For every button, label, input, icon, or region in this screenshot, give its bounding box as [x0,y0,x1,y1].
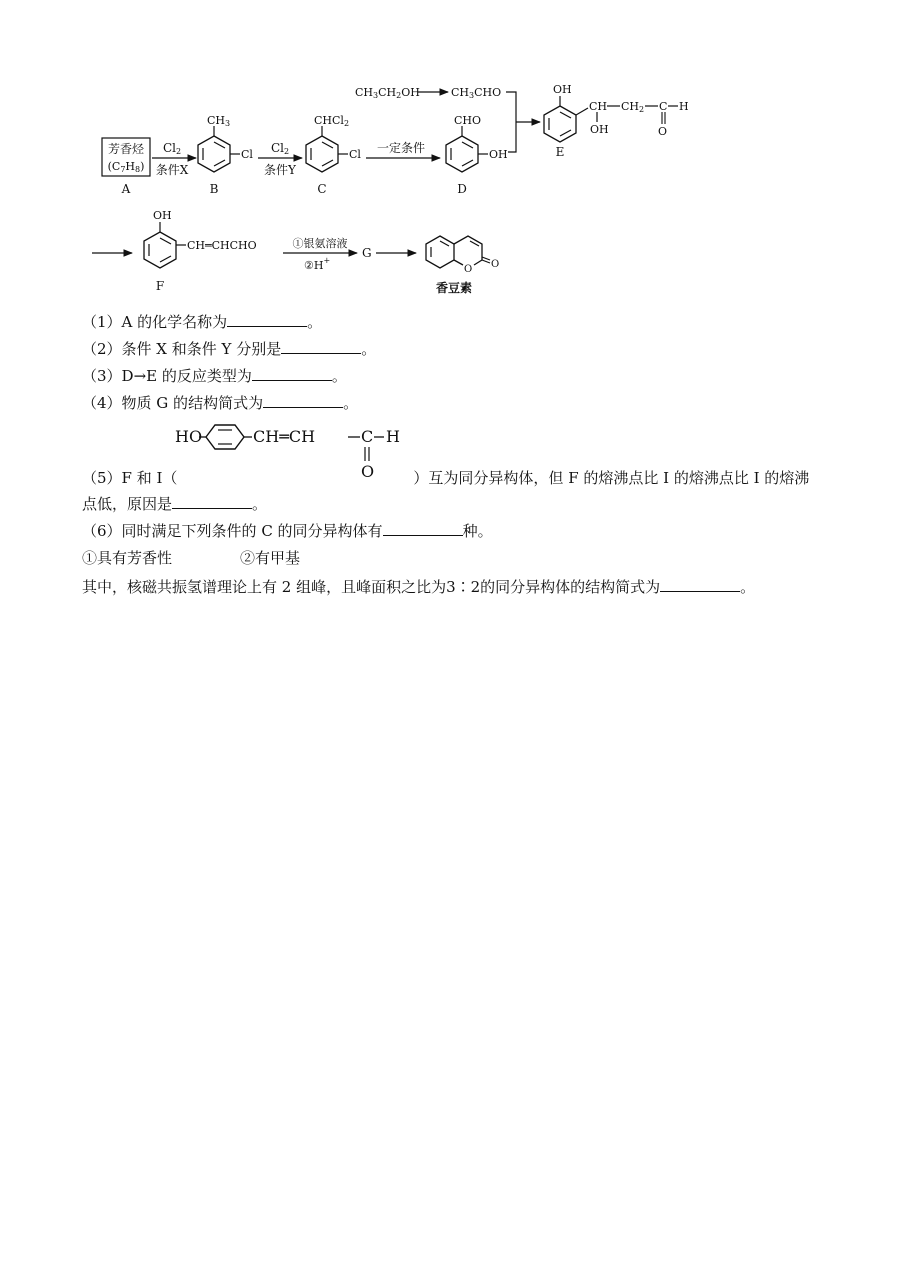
svg-text:条件X: 条件X [155,163,189,177]
svg-text:H: H [679,100,689,113]
compound-a [102,138,150,196]
svg-text:Cl: Cl [241,148,253,161]
question-6-conditions [82,548,300,568]
question-3: （3）D→E 的反应类型为 。 [82,367,347,385]
svg-text:条件Y: 条件Y [264,163,296,177]
compound-c [306,114,361,196]
compound-e [544,83,689,159]
svg-text:F: F [155,279,165,293]
svg-text:O: O [658,125,668,138]
arrow-1 [152,141,196,177]
svg-text:H: H [386,427,400,446]
svg-text:CH2: CH2 [621,100,645,114]
answer-blank[interactable] [227,312,307,327]
answer-blank[interactable] [383,521,463,536]
question-6-last: 其中，核磁共振氢谱理论上有 2 组峰，且峰面积之比为3∶2的同分异构体的结构简式为 。 [82,578,756,596]
compound-f [144,209,257,293]
compound-a-letter: A [121,182,131,196]
svg-text:OH: OH [553,83,572,96]
svg-text:C: C [659,100,668,113]
question-6: （6）同时满足下列条件的 C 的同分异构体有 种。 [82,522,493,540]
answer-blank[interactable] [660,577,740,592]
svg-text:C: C [317,182,327,196]
svg-text:D: D [457,182,467,196]
svg-text:CH3: CH3 [207,114,231,128]
svg-text:Cl2: Cl2 [270,141,290,156]
question-4: （4）物质 G 的结构简式为 。 [82,394,359,412]
svg-text:CHCl2: CHCl2 [314,114,350,128]
svg-text:CH═CHCHO: CH═CHCHO [187,239,257,252]
answer-blank[interactable] [252,366,332,381]
svg-text:OH: OH [489,148,508,161]
compound-d [446,114,508,196]
svg-text:CH═CH: CH═CH [253,427,316,446]
compound-g: G [362,246,372,260]
svg-text:CH3CHO: CH3CHO [451,86,502,100]
svg-text:Cl: Cl [349,148,361,161]
svg-text:HO: HO [175,427,203,446]
svg-text:一定条件: 一定条件 [376,141,426,155]
svg-text:①银氨溶液: ①银氨溶液 [292,237,348,250]
svg-text:O: O [464,264,473,275]
svg-text:Cl2: Cl2 [162,141,182,156]
svg-text:C: C [361,427,374,446]
svg-text:CHO: CHO [454,114,482,127]
synthesis-scheme [0,0,900,300]
coumarin [426,236,499,295]
svg-text:E: E [555,145,565,159]
svg-text:OH: OH [590,123,609,136]
question-5-line2: 点低，原因是 。 [82,495,268,513]
compound-b [198,114,253,196]
svg-text:O: O [361,462,375,481]
svg-text:OH: OH [153,209,172,222]
arrow-2 [258,141,302,177]
svg-text:CH3CH2OH: CH3CH2OH [355,86,420,100]
condition-1: ①具有芳香性 [82,549,173,567]
answer-blank[interactable] [281,339,361,354]
answer-blank[interactable] [263,393,343,408]
question-2: （2）条件 X 和条件 Y 分别是 。 [82,340,377,358]
svg-text:B: B [209,182,219,196]
compound-a-formula: (C7H8) [107,160,145,174]
svg-text:CH: CH [589,100,608,113]
svg-text:②H+: ②H+ [304,256,331,272]
question-1: （1）A 的化学名称为 。 [82,313,323,331]
compound-a-name: 芳香烃 [107,142,145,156]
svg-text:香豆素: 香豆素 [435,281,473,295]
condition-2: ②有甲基 [240,549,301,567]
arrow-4 [283,236,357,272]
answer-blank[interactable] [172,494,252,509]
arrow-3 [366,140,440,158]
svg-text:O: O [491,259,500,270]
question-5: （5）F 和 I（ ）互为同分异构体，但 F 的熔沸点比 I 的熔沸点比 I 的熔沸 [82,469,810,487]
